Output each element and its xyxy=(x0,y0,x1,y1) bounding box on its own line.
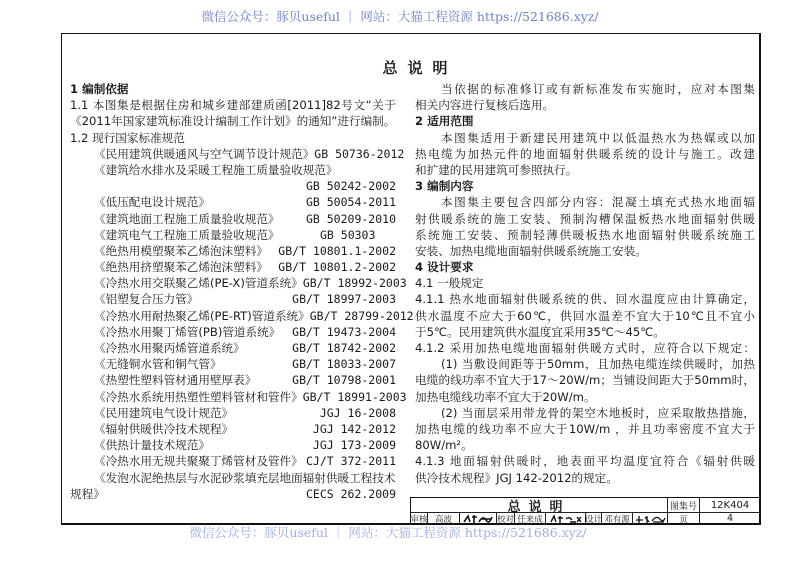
standard-item xyxy=(70,162,396,178)
standard-name: 《无缝铜水管和铜气管》 xyxy=(94,357,222,372)
paragraph-line: 《2011年国家建筑标准设计编制工作计划》的通知”进行编制。 xyxy=(70,114,396,129)
paragraph-line: 热电缆为加热元件的地面辐射供暖系统的设计与施工。改建 xyxy=(415,146,755,161)
standard-name: 《绝热用模塑聚苯乙烯泡沫塑料》 xyxy=(94,243,268,258)
paragraph-line: (2) 当面层采用带龙骨的架空木地板时，应采取散热措施， xyxy=(441,405,755,420)
paragraph-line: 加热电缆线功率不宜大于20W/m。 xyxy=(415,389,596,404)
right-column xyxy=(415,81,755,486)
section-heading: 3 编制内容 xyxy=(415,179,474,194)
standard-code: GB 50242-2002 xyxy=(305,179,396,194)
title-block-title: 总说明 xyxy=(411,498,668,513)
standard-code: JGJ 16-2008 xyxy=(319,405,396,420)
standard-item xyxy=(70,453,396,469)
standard-item xyxy=(70,275,407,291)
standard-name: 《民用建筑供暖通风与空气调节设计规范》 xyxy=(94,146,315,161)
standard-code: GB/T 18992-2003 xyxy=(302,276,407,291)
checker-name: 任来成 xyxy=(515,513,546,524)
standard-code: GB 50303 xyxy=(320,227,376,242)
paragraph-line: 和扩建的民用建筑可参照执行。 xyxy=(415,162,578,177)
standard-name: 《供热计量技术规范》 xyxy=(94,438,210,453)
standard-code: GB 50054-2011 xyxy=(305,195,396,210)
standard-code: CECS 262.2009 xyxy=(305,486,396,501)
standard-item xyxy=(70,259,396,275)
standard-item xyxy=(70,243,396,259)
standard-item xyxy=(70,291,396,307)
paragraph-line: 本图集主要包含四部分内容：混凝土填充式热水地面辐 xyxy=(441,195,755,210)
paragraph-line: 4.1.3 地面辐射供暖时，地表面平均温度宜符合《辐射供暖 xyxy=(415,454,755,469)
standard-item xyxy=(70,356,396,372)
standard-code: GB 50209-2010 xyxy=(305,211,396,226)
standard-item xyxy=(70,470,396,486)
paragraph-line: 射供暖系统的施工安装、预制沟槽保温板热水地面辐射供暖 xyxy=(415,211,755,226)
reviewer-name: 高波 xyxy=(428,513,460,524)
standard-item xyxy=(70,389,407,405)
paragraph-line: 供水温度不应大于60℃，供回水温差不宜大于10℃且不宜小 xyxy=(415,308,755,323)
subsection-heading: 1.2 现行国家标准规范 xyxy=(70,130,185,145)
design-label: 设计 xyxy=(585,514,603,525)
standard-code: GB/T 19473-2004 xyxy=(292,324,396,339)
watermark-top: 微信公众号：豚贝useful ｜ 网站：大猫工程资源 https://521686.xyz/ xyxy=(201,9,599,24)
standard-item xyxy=(70,211,396,227)
page-number: 4 xyxy=(726,513,734,524)
section-heading: 2 适用范围 xyxy=(415,114,474,129)
section-heading: 1 编制依据 xyxy=(70,82,129,96)
review-label: 审核 xyxy=(410,514,428,525)
paragraph-line: 电缆的线功率不宜大于17～20W/m；当铺设间距大于50mm时， xyxy=(415,373,755,388)
standard-name: 《发泡水泥绝热层与水泥砂浆填充层地面辐射供暖工程技术 xyxy=(94,470,396,485)
standard-code: GB/T 18991-2003 xyxy=(302,389,407,404)
standard-code: GB/T 18742-2002 xyxy=(292,341,396,355)
atlas-number: 12K404 xyxy=(700,498,760,513)
standard-item xyxy=(70,405,396,421)
standard-name: 《冷热水用无规共聚聚丁烯管材及管件》 xyxy=(94,454,303,469)
standard-item xyxy=(70,227,396,243)
standard-item xyxy=(70,421,396,437)
standard-code: GB/T 28799-2012 xyxy=(309,308,414,323)
standard-code: CJ/T 372-2011 xyxy=(305,454,396,469)
standard-name: 《建筑地面工程施工质量验收规范》 xyxy=(94,211,280,226)
standard-code: GB/T 10801.2-2002 xyxy=(278,260,396,275)
standard-name: 《民用建筑电气设计规范》 xyxy=(94,405,234,420)
standard-name-continued: 规程》 xyxy=(70,486,105,501)
standard-name: 《建筑给水排水及采暖工程施工质量验收规范》 xyxy=(94,162,338,177)
standard-code: JGJ 142-2012 xyxy=(312,421,396,436)
standard-code: JGJ 173-2009 xyxy=(312,438,396,453)
standard-name: 《冷热水用耐热聚乙烯(PE-RT)管道系统》 xyxy=(94,308,310,323)
paragraph-line: 80W/m²。 xyxy=(415,438,473,453)
standard-code: GB/T 18997-2003 xyxy=(292,292,396,307)
standard-name: 《冷热水用交联聚乙烯(PE-X)管道系统》 xyxy=(94,276,303,291)
standard-name: 《冷热水系统用热塑性塑料管材和管件》 xyxy=(94,389,303,404)
page-label: 页 xyxy=(668,513,700,524)
paragraph-line: 系统施工安装、预制轻薄供暖板热水地面辐射供暖系统施工 xyxy=(415,227,755,242)
left-column xyxy=(70,81,414,502)
title-block xyxy=(410,497,761,525)
standard-code: GB/T 10798-2001 xyxy=(292,373,396,388)
standard-code: GB/T 10801.1-2002 xyxy=(278,243,396,258)
paragraph-line: 于5℃。民用建筑供水温度宜采用35℃～45℃。 xyxy=(415,324,665,339)
standard-name: 《冷热水用聚丙烯管道系统》 xyxy=(94,341,245,355)
paragraph-line: 安装、加热电缆地面辐射供暖系统施工安装。 xyxy=(415,243,647,258)
designer-name: 邓有源 xyxy=(602,513,633,524)
standard-item xyxy=(70,324,396,340)
standard-code: GB/T 18033-2007 xyxy=(292,357,396,372)
paragraph-line: 相关内容进行复核后选用。 xyxy=(415,98,555,113)
subsection-heading: 4.1 一般规定 xyxy=(415,276,484,291)
paragraph-line: 供冷技术规程》JGJ 142-2012的规定。 xyxy=(415,470,618,485)
check-label: 校对 xyxy=(497,514,515,525)
paragraph-line: 4.1.2 采用加热电缆地面辐射供暖方式时，应符合以下规定： xyxy=(415,341,755,355)
paragraph-line: 当依据的标准修订或有新标准发布实施时，应对本图集 xyxy=(441,82,755,96)
standard-name: 《热塑性塑料管材通用壁厚表》 xyxy=(94,373,257,388)
standard-item-continued xyxy=(70,486,396,502)
standard-item xyxy=(70,372,396,388)
standard-item xyxy=(70,437,396,453)
standard-code: GB 50736-2012 xyxy=(314,146,405,161)
paragraph-line: (1) 当敷设间距等于50mm，且加热电缆连续供暖时，加热 xyxy=(441,357,755,372)
atlas-number-label: 图集号 xyxy=(668,498,700,513)
page-title: 总说明 xyxy=(382,59,458,77)
paragraph-line: 本图集适用于新建民用建筑中以低温热水为热媒或以加 xyxy=(441,130,755,145)
standard-name: 《铝塑复合压力管》 xyxy=(94,292,199,307)
watermark-bottom: 微信公众号：豚贝useful ｜ 网站：大猫工程资源 https://521686.xyz/ xyxy=(189,525,587,540)
paragraph-line: 4.1.1 热水地面辐射供暖系统的供、回水温度应由计算确定， xyxy=(415,292,755,307)
standard-item xyxy=(70,146,405,162)
standard-item xyxy=(70,340,396,356)
standard-name: 《冷热水用聚丁烯管(PB)管道系统》 xyxy=(94,324,281,339)
standard-name: 《低压配电设计规范》 xyxy=(94,195,210,210)
standard-name: 《绝热用挤塑聚苯乙烯泡沫塑料》 xyxy=(94,260,268,275)
paragraph-line: 1.1 本图集是根据住房和城乡建部建质函[2011]82号文“关于 xyxy=(70,98,396,113)
section-heading: 4 设计要求 xyxy=(415,260,474,275)
paragraph-line: 加热电缆的线功率不应大于10W/m ，并且功率密度不宜大于 xyxy=(415,421,755,436)
standard-name: 《建筑电气工程施工质量验收规范》 xyxy=(94,227,280,242)
standard-name: 《辐射供暖供冷技术规程》 xyxy=(94,421,234,436)
standard-item xyxy=(70,308,414,324)
standard-item xyxy=(70,194,396,210)
